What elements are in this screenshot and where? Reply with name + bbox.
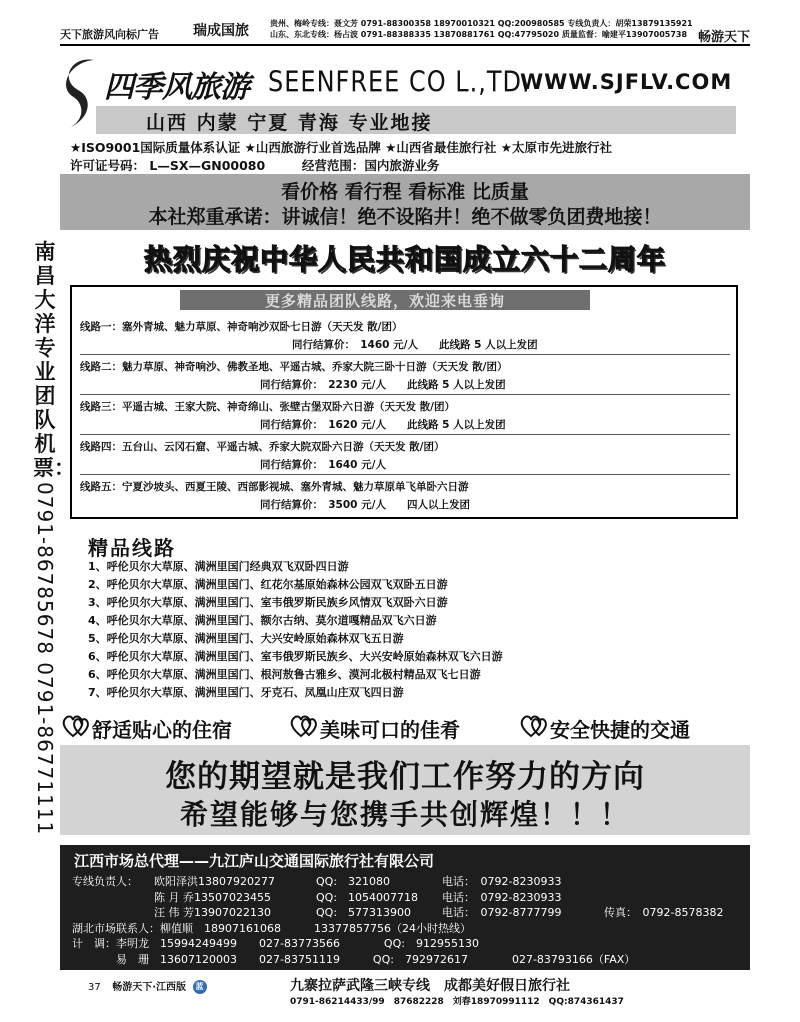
page-footer-left (88, 978, 207, 994)
slogan-bar (96, 106, 736, 134)
route-name: 线路五：宁夏沙坡头、西夏王陵、西部影视城、塞外青城、魅力草原单飞单卧六日游 (80, 481, 469, 493)
left-banner-phones: 0791-86785678 0791-86771111 (33, 482, 57, 836)
footer-advertiser: 九寨拉萨武隆三峡专线 成都美好假日旅行社 (290, 978, 570, 994)
contact-label: 专线负责人： (72, 875, 138, 888)
route-price: 同行结算价： 3500 元/人 四人以上发团 (260, 499, 470, 511)
double-heart-icon (290, 713, 320, 739)
contact-name: 欧阳泽洪13807920277 (154, 875, 275, 888)
logo-chinese: 四季风旅游 (104, 70, 249, 105)
agency-header (60, 48, 750, 174)
hope-line1: 您的期望就是我们工作努力的方向 (165, 759, 645, 795)
double-heart-icon (520, 713, 550, 739)
features-row (62, 712, 748, 742)
hope-line2: 希望能够与您携手共创辉煌！！！ (179, 798, 630, 831)
feature-text: 美味可口的佳肴 (320, 718, 460, 742)
license-line (70, 156, 439, 174)
premium-item[interactable]: 1、呼伦贝尔大草原、满洲里国门经典双飞双卧四日游 (88, 560, 349, 573)
top-contact-line2: 山东、东北专线：杨占波 0791-88388335 13870881761 QQ:47795020 质量监督：喻建平13907005738 (270, 30, 688, 39)
premium-item[interactable]: 4、呼伦贝尔大草原、满洲里国门、额尔古纳、莫尔道嘎精品双飞六日游 (88, 614, 437, 627)
top-contact-line1: 贵州、梅岭专线：聂文芳 0791-88300358 18970010321 QQ:200980585 专线负责人：胡荣13879135921 (270, 19, 693, 28)
contact-tel: 电话： 0792-8777799 (442, 906, 562, 919)
premium-item[interactable]: 6、呼伦贝尔大草原、满洲里国门、室韦俄罗斯民族乡、大兴安岭原始森林双飞六日游 (88, 650, 503, 663)
left-banner-text: 南昌大洋专业团队机票： (33, 240, 75, 480)
swirl-logo-icon (64, 54, 98, 132)
premium-item[interactable]: 2、呼伦贝尔大草原、满洲里国门、红花尔基原始森林公园双飞双卧五日游 (88, 578, 448, 591)
top-contacts (270, 18, 693, 40)
contact-name: 陈 月 乔13507023455 (154, 890, 271, 904)
certifications: ★ISO9001国际质量体系认证 ★山西旅游行业首选品牌 ★山西省最佳旅行社 ★太原市先进旅行社 (70, 140, 612, 155)
agent-box (60, 845, 750, 970)
premium-item[interactable]: 6、呼伦贝尔大草原、满洲里国门、根河敖鲁古雅乡、漠河北极村精品双飞七日游 (88, 668, 481, 681)
contact-tel: 电话： 0792-8230933 (442, 890, 562, 904)
premium-title: 精品线路 (88, 536, 176, 560)
promise-box (60, 174, 750, 230)
route-item[interactable] (80, 477, 730, 515)
left-vertical-banner (33, 240, 75, 836)
license-label: 许可证号码： (70, 158, 146, 173)
route-item[interactable] (80, 357, 730, 395)
route-name: 线路四：五台山、云冈石窟、平遥古城、乔家大院双卧六日游（天天发 散/团） (80, 441, 445, 453)
routes-title-bar (180, 290, 590, 310)
route-price: 同行结算价： 1640 元/人 (260, 459, 386, 471)
agent-title: 江西市场总代理——九江庐山交通国际旅行社有限公司 (74, 852, 435, 870)
feature-text: 舒适贴心的住宿 (92, 718, 232, 742)
contact-qq: QQ: 1054007718 (316, 890, 419, 904)
route-item[interactable] (80, 437, 730, 475)
promise-line1: 看价格 看行程 看标准 比质量 (281, 181, 529, 203)
premium-item[interactable]: 5、呼伦贝尔大草原、满洲里国门、大兴安岭原始森林双飞五日游 (88, 632, 404, 645)
promise-line2: 本社郑重承诺：讲诚信！绝不设陷井！绝不做零负团费地接！ (148, 206, 662, 228)
business-scope: 经营范围：国内旅游业务 (301, 158, 440, 173)
premium-item[interactable]: 3、呼伦贝尔大草原、满洲里国门、室韦俄罗斯民族乡风情双飞双卧六日游 (88, 596, 448, 609)
route-price: 同行结算价： 1620 元/人 此线路 5 人以上发团 (260, 419, 506, 431)
route-price: 同行结算价： 1460 元/人 此线路 5 人以上发团 (292, 339, 538, 351)
page-number: 37 (88, 982, 101, 993)
edition-badge: 蓝 (193, 980, 207, 994)
route-item[interactable] (80, 397, 730, 435)
license-number: L—SX—GN00080 (149, 158, 266, 173)
route-price: 同行结算价： 2230 元/人 此线路 5 人以上发团 (260, 379, 506, 391)
footer-contacts: 0791-86214433/99 87682228 刘春18970991112 QQ:874361437 (290, 997, 624, 1007)
top-right-text: 畅游天下 (697, 30, 750, 45)
contact-qq: QQ: 577313900 (316, 906, 412, 919)
top-bar (60, 18, 750, 46)
feature-text: 安全快捷的交通 (550, 718, 690, 742)
top-left-text: 天下旅游风向标广告 (60, 28, 159, 41)
premium-list (88, 558, 503, 702)
contact-fax: 传真： 0792-8578382 (604, 906, 724, 919)
paper-name: 畅游天下·江西版 (112, 982, 187, 993)
contact-name: 汪 伟 芳13907022130 (154, 906, 271, 919)
top-brand: 瑞成国旅 (193, 23, 249, 39)
route-name: 线路一：塞外青城、魅力草原、神奇响沙双卧七日游（天天发 散/团） (80, 321, 403, 333)
dispatch-line1: 计 调：李明龙 15994249499 027-83773566 QQ: 912955130 (72, 937, 479, 950)
routes-title: 更多精品团队线路，欢迎来电垂询 (264, 292, 505, 310)
slogan: 山西 内蒙 宁夏 青海 专业地接 (146, 112, 433, 134)
routes-box (70, 285, 738, 519)
website-url[interactable]: WWW.SJFLV.COM (520, 70, 733, 94)
route-name: 线路三：平遥古城、王家大院、神奇绵山、张壁古堡双卧六日游（天天发 散/团） (80, 401, 455, 413)
hubei-contact-text: 湖北市场联系人：柳值顺 18907161068 13377857756（24小时热线） (72, 921, 471, 935)
contact-tel: 电话： 0792-8230933 (442, 875, 562, 888)
dispatch-line2: 易 珊 13607120003 027-83751119 QQ: 792972617 027-83793166（FAX） (116, 952, 636, 966)
route-name: 线路二：魅力草原、神奇响沙、佛教圣地、平遥古城、乔家大院三卧十日游（天天发 散/团） (80, 361, 508, 373)
premium-item[interactable]: 7、呼伦贝尔大草原、满洲里国门、牙克石、凤凰山庄双飞四日游 (88, 686, 404, 699)
contact-qq: QQ: 321080 (316, 875, 391, 888)
hope-box (60, 745, 750, 835)
double-heart-icon (62, 713, 92, 739)
route-item[interactable] (80, 317, 730, 355)
celebration-banner: 热烈庆祝中华人民共和国成立六十二周年 (143, 243, 666, 276)
logo-english: SEENFREE CO L.,TD. (268, 65, 531, 99)
